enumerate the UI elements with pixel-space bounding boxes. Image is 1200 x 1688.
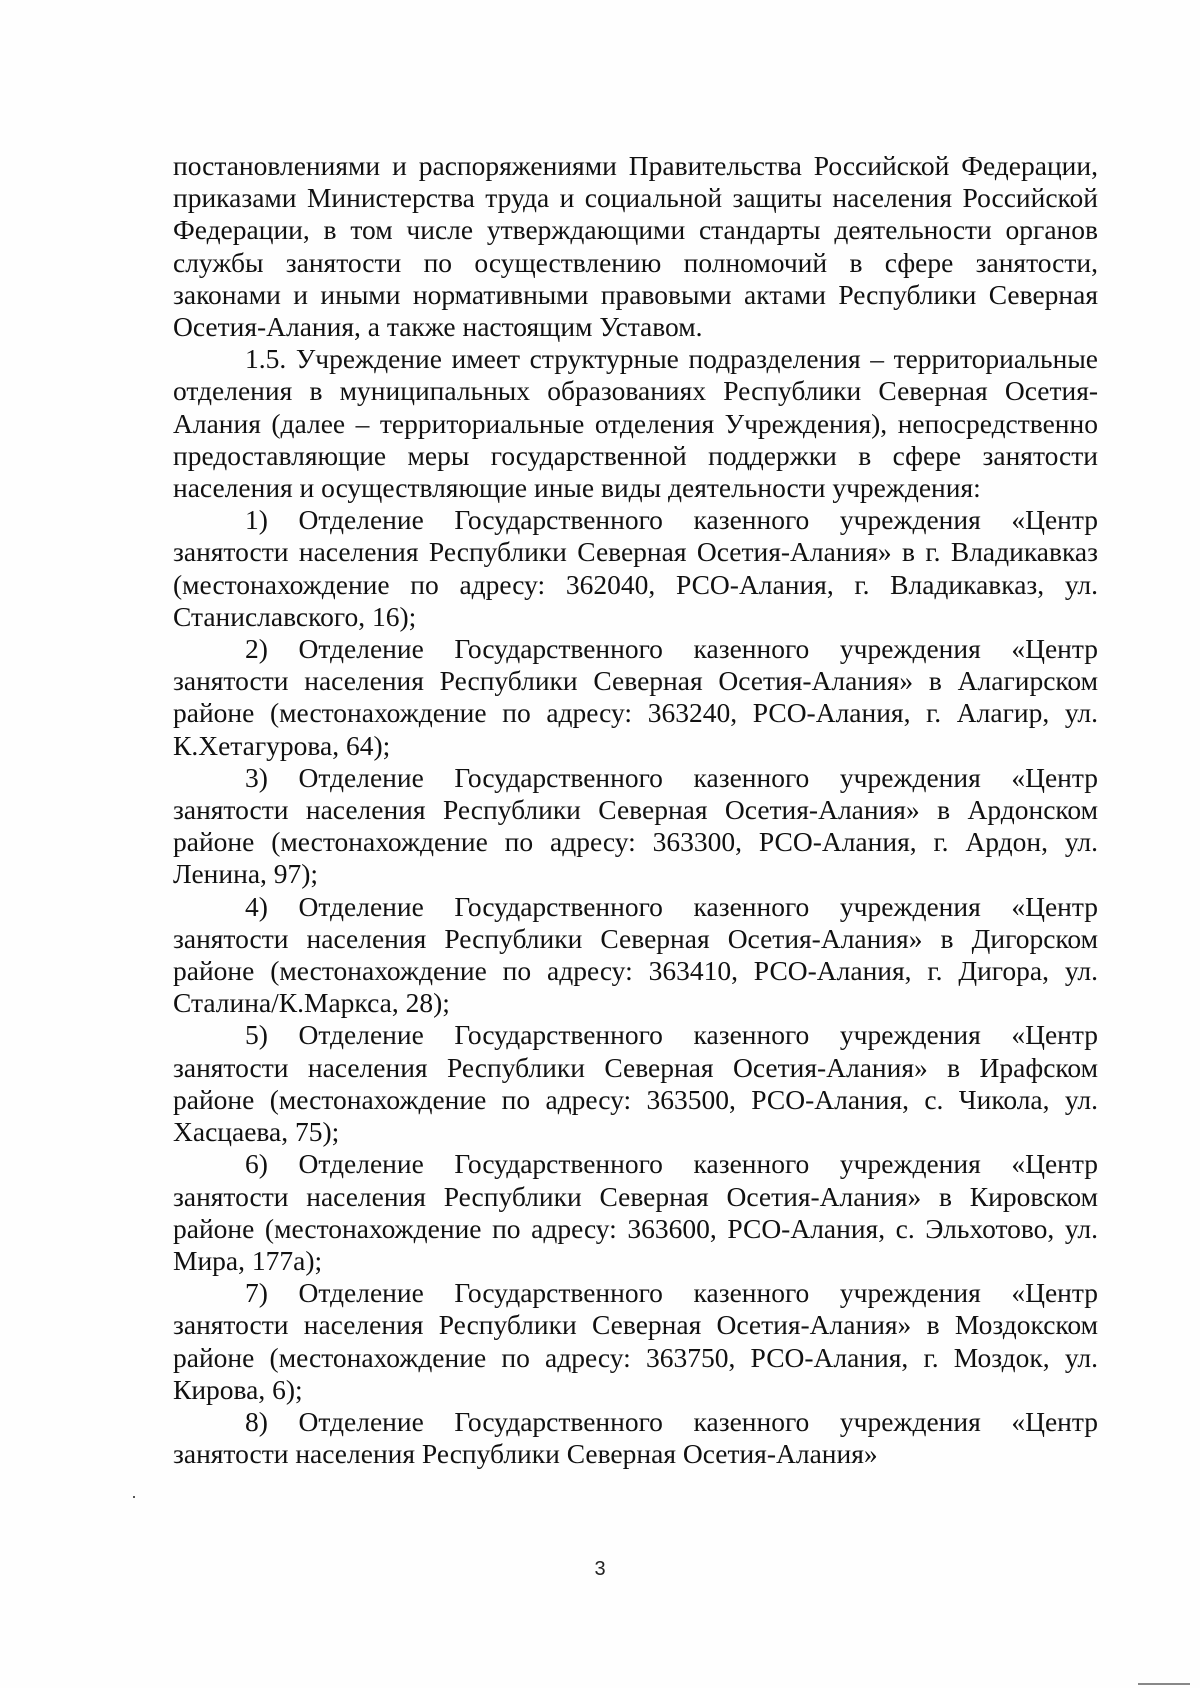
paragraph-clause-1-5: 1.5. Учреждение имеет структурные подразделения – территориальные отделения в муниципальных образованиях Республики Северная Осетия-Алания (далее – территориальные отделения Учреждения), непосредственно предоставляющие меры государственной поддержки в сфере занятости населения и осуществляющие иные виды деятельности учреждения: [173, 343, 1098, 504]
list-item-4: 4) Отделение Государственного казенного учреждения «Центр занятости населения Республики Северная Осетия-Алания» в Дигорском районе (местонахождение по адресу: 363410, РСО-Алания, г. Дигора, ул. Сталина/К.Маркса, 28); [173, 890, 1098, 1019]
document-body [173, 150, 1098, 1470]
scan-speck-bottom-right [1138, 1683, 1190, 1685]
list-item-8: 8) Отделение Государственного казенного учреждения «Центр занятости населения Республики Северная Осетия-Алания» [173, 1405, 1098, 1470]
list-item-3: 3) Отделение Государственного казенного учреждения «Центр занятости населения Республики Северная Осетия-Алания» в Ардонском районе (местонахождение по адресу: 363300, РСО-Алания, г. Ардон, ул. Ленина, 97); [173, 761, 1098, 890]
list-item-5: 5) Отделение Государственного казенного учреждения «Центр занятости населения Республики Северная Осетия-Алания» в Ирафском районе (местонахождение по адресу: 363500, РСО-Алания, с. Чикола, ул. Хасцаева, 75); [173, 1019, 1098, 1148]
list-item-2: 2) Отделение Государственного казенного учреждения «Центр занятости населения Республики Северная Осетия-Алания» в Алагирском районе (местонахождение по адресу: 363240, РСО-Алания, г. Алагир, ул. К.Хетагурова, 64); [173, 633, 1098, 761]
list-item-1: 1) Отделение Государственного казенного учреждения «Центр занятости населения Республики Северная Осетия-Алания» в г. Владикавказ (местонахождение по адресу: 362040, РСО-Алания, г. Владикавказ, ул. Станиславского, 16); [173, 504, 1098, 632]
list-item-7: 7) Отделение Государственного казенного учреждения «Центр занятости населения Республики Северная Осетия-Алания» в Моздокском районе (местонахождение по адресу: 363750, РСО-Алания, г. Моздок, ул. Кирова, 6); [173, 1277, 1098, 1405]
page-number: 3 [594, 1558, 606, 1580]
paragraph-continuation: постановлениями и распоряжениями Правительства Российской Федерации, приказами Министерства труда и социальной защиты населения Российской Федерации, в том числе утверждающими стандарты деятельности органов службы занятости по осуществлению полномочий в сфере занятости, законами и иными нормативными правовыми актами Республики Северная Осетия-Алания, а также настоящим Уставом. [173, 150, 1098, 343]
scan-speck-left [133, 1496, 135, 1498]
list-item-6: 6) Отделение Государственного казенного учреждения «Центр занятости населения Республики Северная Осетия-Алания» в Кировском районе (местонахождение по адресу: 363600, РСО-Алания, с. Эльхотово, ул. Мира, 177а); [173, 1148, 1098, 1276]
